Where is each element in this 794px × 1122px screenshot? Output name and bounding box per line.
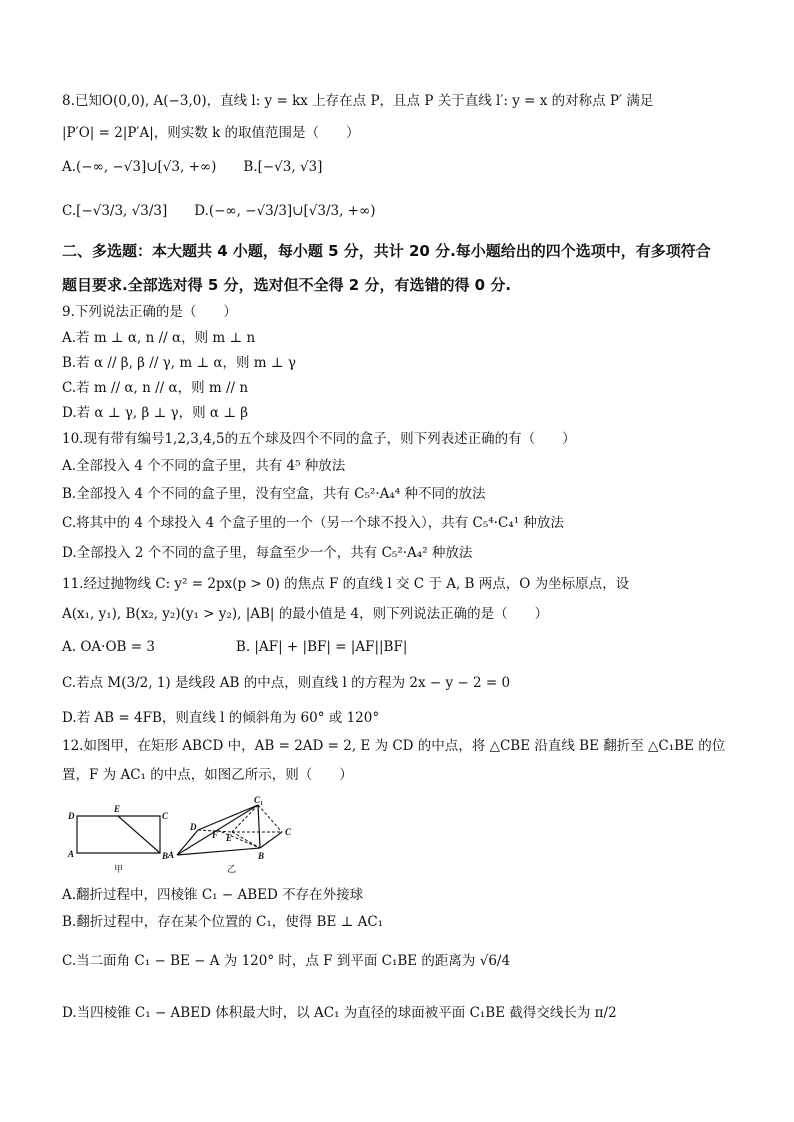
folding-figure [62,796,302,882]
label-c-yi: C [285,827,292,837]
q12-option-a: A.翻折过程中，四棱锥 C₁ − ABED 不存在外接球 [62,887,364,903]
label-f-yi: F [212,830,219,840]
label-c1-yi: C₁ [254,796,264,805]
label-a-jia: A [68,849,75,859]
q12-option-d: D.当四棱锥 C₁ − ABED 体积最大时，以 AC₁ 为直径的球面被平面 C₁BE 截得交线长为 π/2 [62,1005,617,1021]
label-d-yi: D [190,822,197,832]
q8-options-row2: C.[−√3/3, √3/3] D.(−∞, −√3/3]∪[√3/3, +∞) [62,203,376,219]
q11-option-c: C.若点 M(3/2, 1) 是线段 AB 的中点，则直线 l 的方程为 2x − y − 2 = 0 [62,675,511,691]
label-c-jia: C [162,811,169,821]
section2-heading-line2: 题目要求.全部选对得 5 分，选对但不全得 2 分，有选错的得 0 分. [62,276,512,294]
q10-option-b: B.全部投入 4 个不同的盒子里，没有空盒，共有 C₅²·A₄⁴ 种不同的放法 [62,486,486,502]
q11-options-ab: A. OA·OB = 3 B. |AF| + |BF| = |AF||BF| [62,639,408,655]
q9-option-a: A.若 m ⊥ α, n // α，则 m ⊥ n [62,330,256,346]
label-b-yi: B [258,851,265,861]
label-e-yi: E [226,833,233,843]
caption-yi: 乙 [227,865,237,875]
q8-stem-line2: |P′O| = 2|P′A|，则实数 k 的取值范围是（ ） [62,125,360,141]
edge-eb [232,832,260,848]
label-e-jia: E [114,804,121,814]
edge-bc [260,832,282,848]
q8-options-row1: A.(−∞, −√3]∪[√3, +∞) B.[−√3, √3] [62,159,323,175]
q11-stem-line2: A(x₁, y₁), B(x₂, y₂)(y₁ > y₂), |AB| 的最小值是 4，则下列说法正确的是（ ） [62,606,549,622]
figure-yi [167,796,292,875]
edge-bc1 [258,805,260,848]
section2-heading-line1: 二、多选题：本大题共 4 小题，每小题 5 分，共计 20 分.每小题给出的四个选项中，有多项符合 [62,242,711,260]
edge-dc1 [198,805,258,830]
q10-option-d: D.全部投入 2 个不同的盒子里，每盒至少一个，共有 C₅²·A₄² 种放法 [62,545,473,561]
q9-option-c: C.若 m // α, n // α，则 m // n [62,380,249,396]
caption-jia: 甲 [114,865,124,875]
q12-option-b: B.翻折过程中，存在某个位置的 C₁，使得 BE ⊥ AC₁ [62,914,384,930]
label-d-jia: D [68,811,75,821]
q12-option-c: C.当二面角 C₁ − BE − A 为 120° 时，点 F 到平面 C₁BE 的距离为 √6/4 [62,953,511,969]
q11-option-d: D.若 AB = 4FB，则直线 l 的倾斜角为 60° 或 120° [62,710,380,726]
label-b-jia: B [162,851,169,861]
q12-stem-line2: 置，F 为 AC₁ 的中点，如图乙所示，则（ ） [62,767,353,783]
segment-eb [118,816,160,853]
figure-jia [67,804,169,875]
folding-figure-svg [62,796,302,878]
edge-ab [177,848,260,855]
q9-option-d: D.若 α ⊥ γ, β ⊥ γ，则 α ⊥ β [62,405,249,421]
edge-c1c [258,805,282,832]
label-a-yi: A [168,850,175,860]
edge-ad [177,830,198,855]
segment-fb [217,830,260,848]
q11-stem-line1: 11.经过抛物线 C: y² = 2px(p > 0) 的焦点 F 的直线 l 交 C 于 A, B 两点，O 为坐标原点，设 [62,576,630,592]
q9-option-b: B.若 α // β, β // γ, m ⊥ α，则 m ⊥ γ [62,355,296,371]
q10-option-c: C.将其中的 4 个球投入 4 个盒子里的一个（另一个球不投入），共有 C₅⁴·C₄¹ 种放法 [62,515,564,531]
q8-stem-line1: 8.已知O(0,0), A(−3,0)，直线 l: y = kx 上存在点 P，且点 P 关于直线 l′: y = x 的对称点 P′ 满足 [62,93,654,109]
q12-stem-line1: 12.如图甲，在矩形 ABCD 中，AB = 2AD = 2, E 为 CD 的中点，将 △CBE 沿直线 BE 翻折至 △C₁BE 的位 [62,738,726,754]
rect-abcd [77,816,160,853]
q10-option-a: A.全部投入 4 个不同的盒子里，共有 4⁵ 种放法 [62,458,346,474]
q10-stem: 10.现有带有编号1,2,3,4,5的五个球及四个不同的盒子，则下列表述正确的有（ ） [62,431,576,447]
q9-stem: 9.下列说法正确的是（ ） [62,304,237,320]
